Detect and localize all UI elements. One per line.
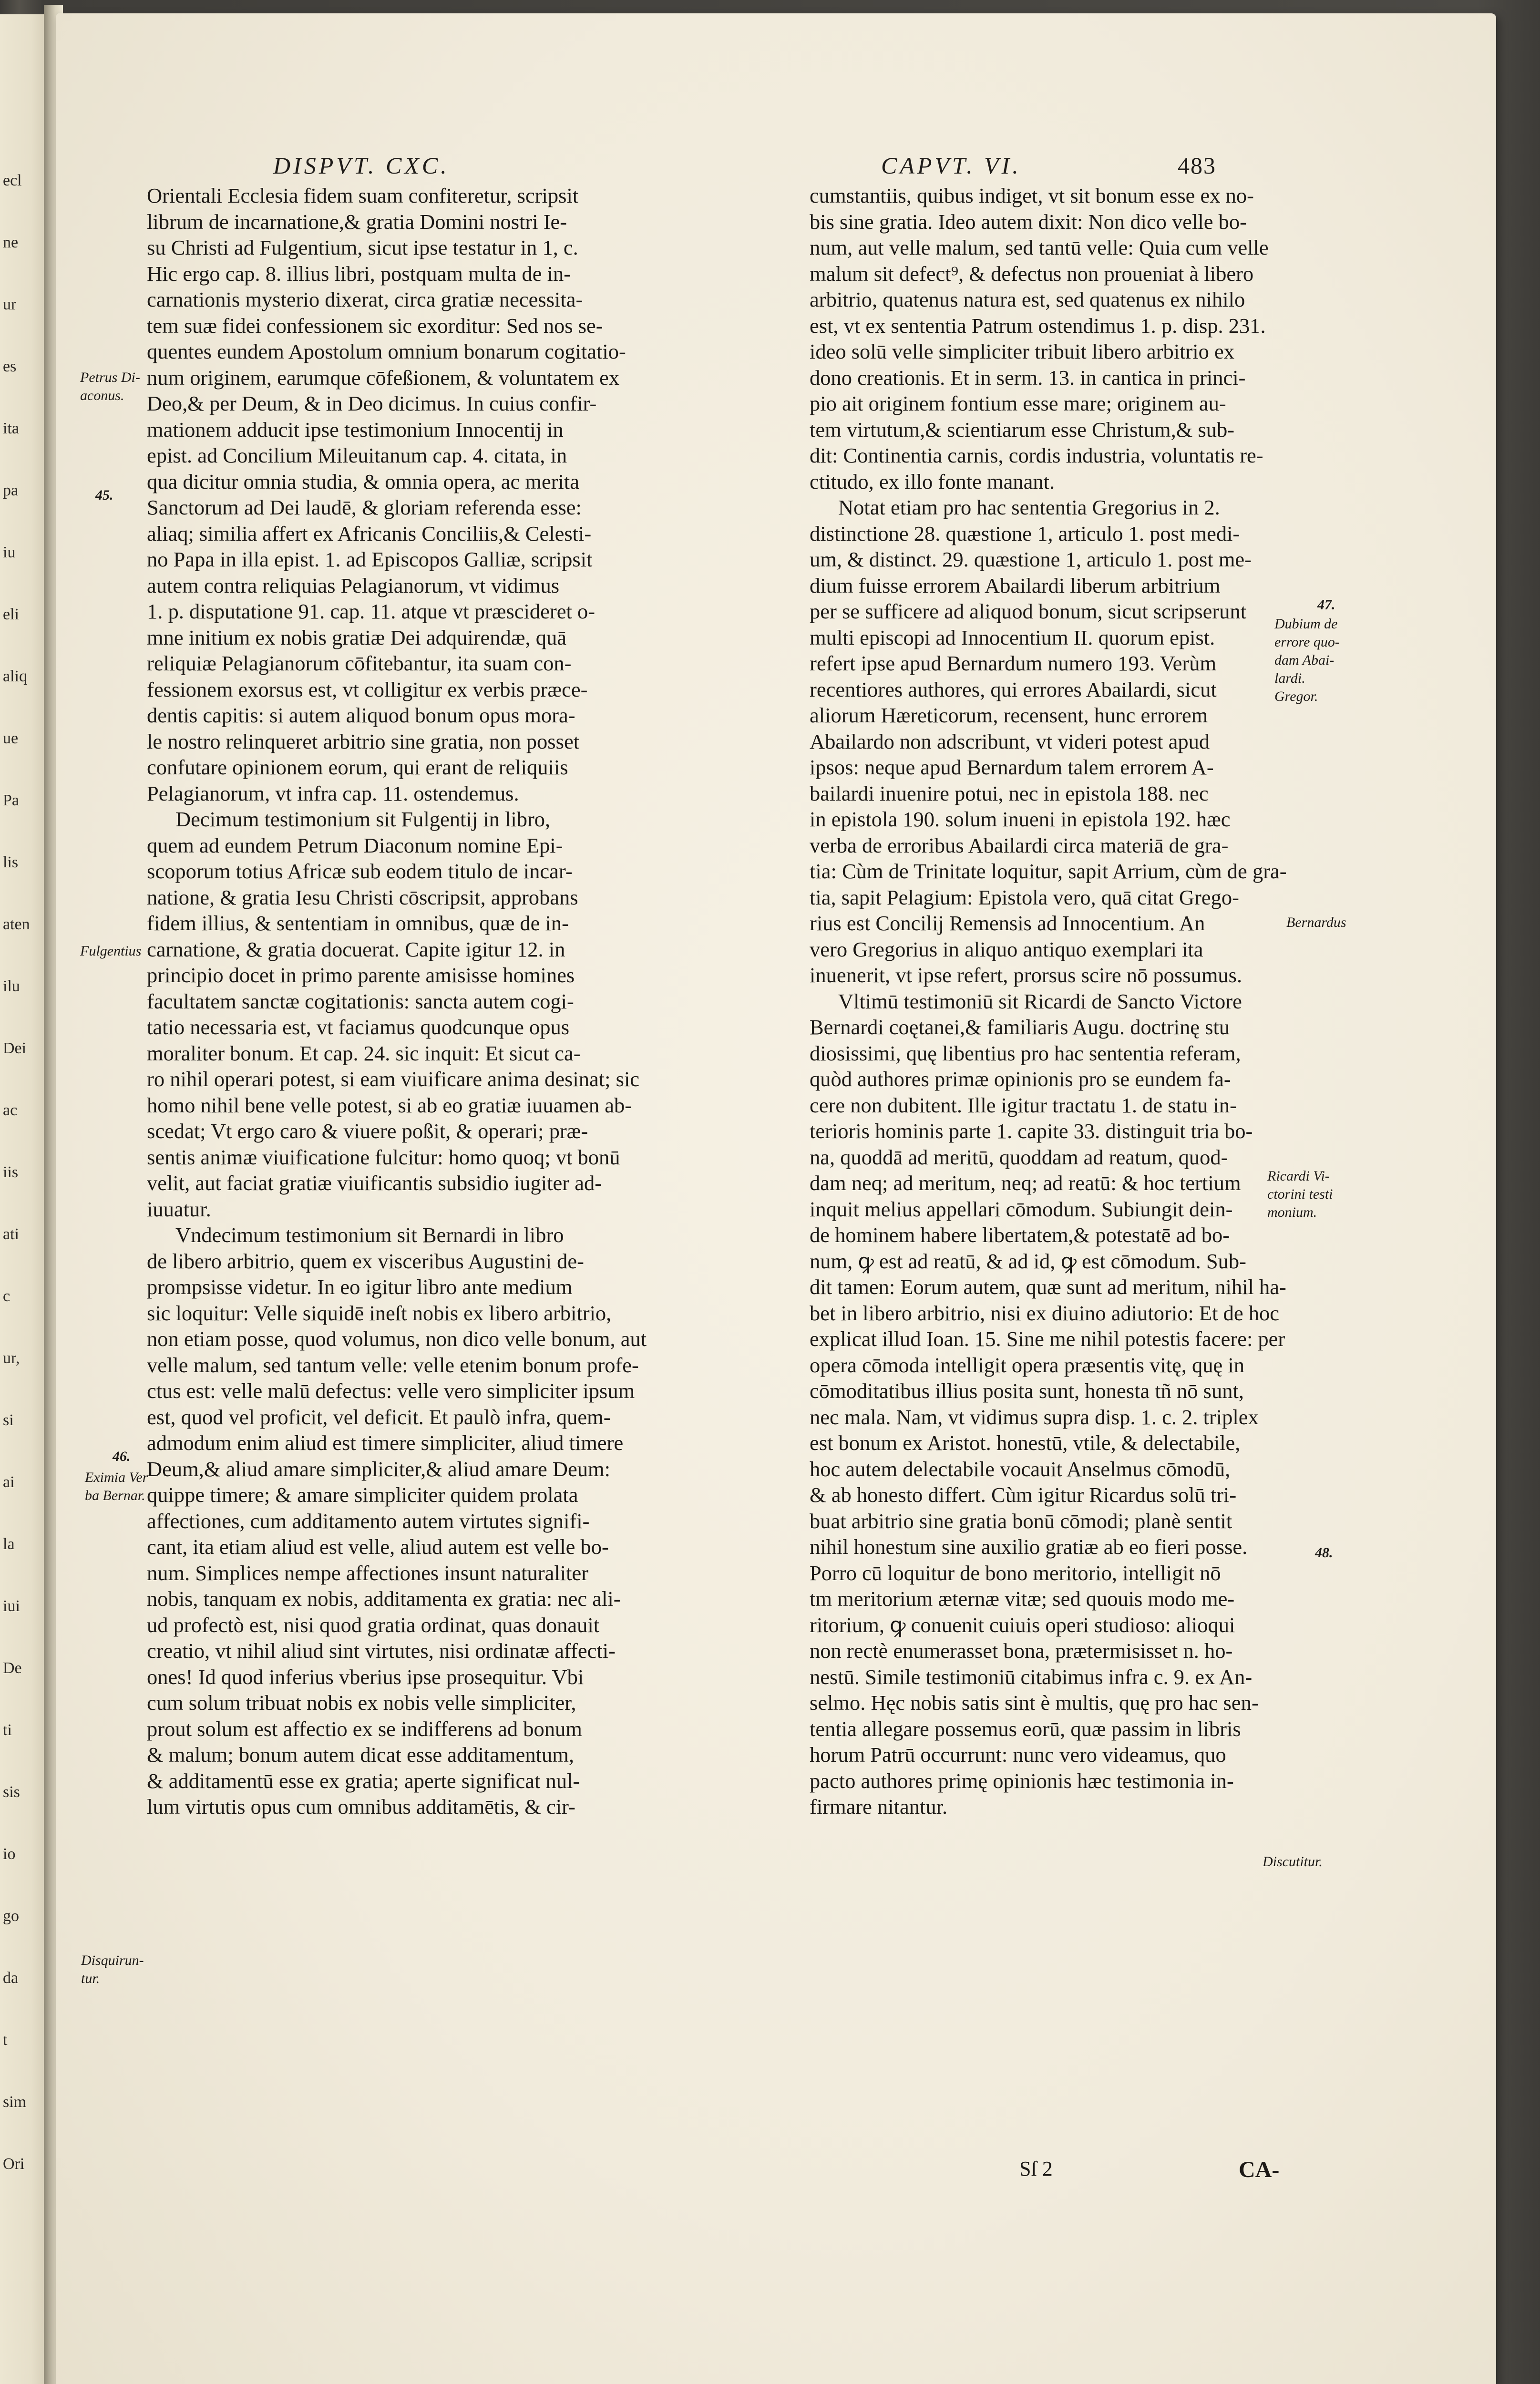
text-line: tm meritorium æternæ vitæ; sed quouis modo me- bbox=[810, 1587, 1235, 1611]
text-line: velle malum, sed tantum velle: velle etenim bonum profe- bbox=[147, 1353, 639, 1377]
margin-note-fulgentius: Fulgentius bbox=[80, 943, 142, 959]
previous-page-fragment: ur, bbox=[3, 1349, 20, 1367]
text-line: Porro cū loquitur de bono meritorio, intelligit nō bbox=[810, 1561, 1221, 1585]
text-line: est, vt ex sententia Patrum ostendimus 1. p. disp. 231. bbox=[810, 313, 1266, 338]
text-line: tatio necessaria est, vt faciamus quodcunque opus bbox=[147, 1015, 570, 1039]
text-line: terioris hominis parte 1. capite 33. distinguit tria bo- bbox=[810, 1119, 1253, 1143]
text-line: cumstantiis, quibus indiget, vt sit bonum esse ex no- bbox=[810, 184, 1254, 207]
previous-page-fragment: pa bbox=[3, 482, 19, 499]
text-line: & ab honesto differt. Cùm igitur Ricardus solū tri- bbox=[810, 1483, 1237, 1507]
previous-page-fragment: Pa bbox=[3, 791, 19, 809]
text-line: Bernardi coętanei,& familiaris Augu. doctrinę stu bbox=[810, 1015, 1230, 1039]
text-line: sic loquitur: Velle siquidē ineſt nobis ex libero arbitrio, bbox=[147, 1301, 612, 1325]
text-line: qua dicitur omnia studia, & omnia opera, ac merita bbox=[147, 469, 580, 493]
text-line: num. Simplices nempe affectiones insunt naturaliter bbox=[147, 1561, 589, 1585]
text-line: dit tamen: Eorum autem, quæ sunt ad meritum, nihil ha- bbox=[810, 1275, 1286, 1299]
text-line: Pelagianorum, vt infra cap. 11. ostendemus. bbox=[147, 781, 519, 805]
text-line: hoc autem delectabile vocauit Anselmus cōmodū, bbox=[810, 1457, 1231, 1481]
text-line: tentia allegare possemus eorū, quæ passim in libris bbox=[810, 1716, 1241, 1741]
running-head-left: DISPVT. CXC. bbox=[273, 152, 450, 179]
previous-page-fragment: eli bbox=[3, 606, 19, 623]
text-line: inuenerit, vt ipse refert, prorsus scire nō possumus. bbox=[810, 963, 1242, 987]
previous-page-fragment: Ori bbox=[3, 2155, 25, 2173]
text-line: Sanctorum ad Dei laudē, & gloriam referenda esse: bbox=[147, 495, 582, 519]
margin-note-line: monium. bbox=[1267, 1204, 1317, 1220]
text-line: tem suæ fidei confessionem sic exorditur: Sed nos se- bbox=[147, 313, 603, 338]
text-line: creatio, vt nihil aliud sint virtutes, nisi ordinatæ affecti- bbox=[147, 1639, 616, 1663]
text-line: Deum,& aliud amare simpliciter,& aliud amare Deum: bbox=[147, 1457, 610, 1481]
text-line: diosissimi, quę libentius pro hac sententia referam, bbox=[810, 1041, 1241, 1065]
margin-note-line: Petrus Di- bbox=[80, 370, 140, 385]
margin-note-line: tur. bbox=[81, 1971, 100, 1986]
text-line: aliorum Hæreticorum, recensent, hunc errorem bbox=[810, 703, 1208, 727]
text-line: recentiores authores, qui errores Abailardi, sicut bbox=[810, 677, 1217, 701]
text-line: ctus est: velle malū defectus: velle vero simpliciter ipsum bbox=[147, 1379, 635, 1403]
text-line: dentis capitis: si autem aliquod bonum opus mora- bbox=[147, 703, 575, 727]
previous-page-fragment: Dei bbox=[3, 1039, 27, 1057]
text-line: opera cōmoda intelligit opera præsentis vitę, quę in bbox=[810, 1353, 1245, 1377]
text-line: affectiones, cum additamento autem virtutes signifi- bbox=[147, 1509, 590, 1533]
margin-number-48: 48. bbox=[1315, 1545, 1333, 1561]
text-line: num, aut velle malum, sed tantū velle: Quia cum velle bbox=[810, 236, 1269, 259]
text-line: vero Gregorius in aliquo antiquo exemplari ita bbox=[810, 937, 1203, 961]
previous-page-fragment: si bbox=[3, 1411, 14, 1429]
book-page bbox=[56, 13, 1496, 2384]
text-line: Vltimū testimoniū sit Ricardi de Sancto Victore bbox=[838, 989, 1242, 1013]
text-line: Notat etiam pro hac sententia Gregorius in 2. bbox=[838, 495, 1220, 519]
margin-note-bernardus bbox=[85, 1469, 148, 1505]
margin-number-46: 46. bbox=[113, 1449, 131, 1464]
text-line: de libero arbitrio, quem ex visceribus Augustini de- bbox=[147, 1249, 584, 1273]
text-line: na, quoddā ad meritū, quoddam ad reatum, quod- bbox=[810, 1145, 1228, 1169]
text-line: 1. p. disputatione 91. cap. 11. atque vt præscideret o- bbox=[147, 599, 595, 623]
text-line: ritorium, ꝙ conuenit cuiuis operi studioso: alioqui bbox=[810, 1613, 1235, 1637]
previous-page-fragment: ue bbox=[3, 730, 19, 747]
text-line: & additamentū esse ex gratia; aperte significat nul- bbox=[147, 1768, 580, 1793]
text-line: malum sit defect⁹, & defectus non proueniat à libero bbox=[810, 261, 1254, 286]
text-line: non rectè enumerasset bona, prætermisisset n. ho- bbox=[810, 1639, 1233, 1663]
text-line: facultatem sanctæ cogitationis: sancta autem cogi- bbox=[147, 989, 574, 1013]
text-line: mationem adducit ipse testimonium Innocentij in bbox=[147, 417, 564, 442]
text-line: principio docet in primo parente amisisse homines bbox=[147, 963, 575, 987]
text-line: nihil honestum sine auxilio gratiæ ab eo fieri posse. bbox=[810, 1535, 1248, 1559]
text-line: no Papa in illa epist. 1. ad Episcopos Galliæ, scripsit bbox=[147, 547, 593, 571]
text-line: Orientali Ecclesia fidem suam confiteretur, scripsit bbox=[147, 184, 579, 207]
text-line: scedat; Vt ergo caro & viuere poßit, & operari; præ- bbox=[147, 1119, 588, 1143]
text-line: bailardi inuenire potui, nec in epistola 188. nec bbox=[810, 781, 1209, 805]
text-line: su Christi ad Fulgentium, sicut ipse testatur in 1, c. bbox=[147, 236, 578, 259]
text-line: Deo,& per Deum, & in Deo dicimus. In cuius confir- bbox=[147, 391, 597, 415]
text-line: ctitudo, ex illo fonte manant. bbox=[810, 469, 1055, 493]
text-line: le nostro relinqueret arbitrio sine gratia, non posset bbox=[147, 729, 580, 753]
margin-note-line: Disquirun- bbox=[81, 1952, 144, 1968]
previous-page-fragment: aliq bbox=[3, 668, 27, 685]
text-line: distinctione 28. quæstione 1, articulo 1. post medi- bbox=[810, 521, 1240, 545]
text-line: buat arbitrio sine gratia bonū cōmodi; planè sentit bbox=[810, 1509, 1232, 1533]
previous-page-fragment: De bbox=[3, 1659, 22, 1677]
text-line: non etiam posse, quod volumus, non dico velle bonum, aut bbox=[147, 1327, 647, 1351]
text-line: pio ait originem fontium esse mare; originem au- bbox=[810, 391, 1226, 415]
previous-page-fragment: ur bbox=[3, 296, 17, 313]
previous-page-fragment: lis bbox=[3, 853, 19, 871]
text-line: dono creationis. Et in serm. 13. in cantica in princi- bbox=[810, 365, 1246, 390]
text-line: ideo solū velle simpliciter tribuit libero arbitrio ex bbox=[810, 339, 1235, 363]
text-line: cōmoditatibus illius posita sunt, honesta tñ nō sunt, bbox=[810, 1379, 1244, 1403]
text-line: bis sine gratia. Ideo autem dixit: Non dico velle bo- bbox=[810, 209, 1247, 234]
text-line: fidem illius, & sententiam in omnibus, quæ de in- bbox=[147, 911, 569, 935]
text-line: quòd authores primæ opinionis pro se eundem fa- bbox=[810, 1067, 1231, 1091]
text-line: um, & distinct. 29. quæstione 1, articulo 1. post me- bbox=[810, 547, 1252, 571]
text-line: quippe timere; & amare simpliciter quidem prolata bbox=[147, 1483, 578, 1507]
text-line: multi episcopi ad Innocentium II. quorum epist. bbox=[810, 625, 1215, 649]
margin-note-bernardus-right: Bernardus bbox=[1286, 915, 1346, 930]
text-line: rius est Concilij Remensis ad Innocentium. An bbox=[810, 911, 1205, 935]
text-line: verba de erroribus Abailardi circa materiā de gra- bbox=[810, 833, 1229, 857]
text-line: ud profectò est, nisi quod gratia ordinat, quas donauit bbox=[147, 1613, 600, 1637]
page-number: 483 bbox=[1178, 152, 1216, 179]
text-line: nec mala. Nam, vt vidimus supra disp. 1. c. 2. triplex bbox=[810, 1405, 1259, 1429]
signature-mark: Sſ 2 bbox=[1019, 2157, 1053, 2180]
text-line: carnationis mysterio dixerat, circa gratiæ necessita- bbox=[147, 288, 583, 311]
margin-note-line: Ricardi Vi- bbox=[1267, 1168, 1330, 1184]
text-line: admodum enim aliud est timere simpliciter, aliud timere bbox=[147, 1431, 624, 1455]
previous-page-fragment: ati bbox=[3, 1225, 19, 1243]
previous-page-fragment: ilu bbox=[3, 977, 20, 995]
text-line: in epistola 190. solum inueni in epistola 192. hæc bbox=[810, 807, 1231, 831]
text-line: velit, aut faciat gratiæ viuificantis subsidio iugiter ad- bbox=[147, 1171, 602, 1195]
text-line: prompsisse videtur. In eo igitur libro ante medium bbox=[147, 1275, 573, 1299]
text-line: natione, & gratia Iesu Christi cōscripsit, approbans bbox=[147, 885, 578, 909]
previous-page-fragment: sis bbox=[3, 1783, 20, 1801]
previous-page-fragment: ita bbox=[3, 420, 19, 437]
text-line: autem contra reliquias Pelagianorum, vt vidimus bbox=[147, 573, 560, 597]
margin-note-line: ba Bernar. bbox=[85, 1488, 145, 1503]
margin-note-line: aconus. bbox=[80, 388, 124, 403]
previous-page-fragment: io bbox=[3, 1845, 16, 1863]
margin-note-ricardi-victorini bbox=[1267, 1167, 1333, 1222]
previous-page-fragment: es bbox=[3, 358, 17, 375]
text-line: dam neq; ad meritum, neq; ad reatū: & hoc tertium bbox=[810, 1171, 1241, 1195]
text-line: Hic ergo cap. 8. illius libri, postquam multa de in- bbox=[147, 261, 571, 286]
running-head-right: CAPVT. VI. bbox=[881, 152, 1021, 179]
margin-note-line: errore quo- bbox=[1274, 634, 1340, 650]
text-line: quem ad eundem Petrum Diaconum nomine Epi- bbox=[147, 833, 563, 857]
text-line: iuuatur. bbox=[147, 1197, 211, 1221]
previous-page-fragment: iis bbox=[3, 1163, 19, 1181]
text-line: Abailardo non adscribunt, vt videri potest apud bbox=[810, 729, 1210, 753]
previous-page-fragment: ti bbox=[3, 1721, 12, 1739]
previous-page-fragment: c bbox=[3, 1287, 10, 1305]
text-line: refert ipse apud Bernardum numero 193. Verùm bbox=[810, 651, 1217, 675]
previous-page-fragment: ecl bbox=[3, 172, 22, 189]
text-line: est, quod vel proficit, vel deficit. Et paulò infra, quem- bbox=[147, 1405, 611, 1429]
margin-note-line: dam Abai- bbox=[1274, 652, 1335, 668]
previous-page-fragment: ac bbox=[3, 1101, 18, 1119]
text-line: inquit melius appellari cōmodum. Subiungit dein- bbox=[810, 1197, 1233, 1221]
text-line: quentes eundem Apostolum omnium bonarum cogitatio- bbox=[147, 339, 626, 363]
margin-note-petrus-diaconus bbox=[80, 369, 140, 405]
text-line: selmo. Hęc nobis satis sint è multis, quę pro hac sen- bbox=[810, 1691, 1259, 1715]
text-line: Decimum testimonium sit Fulgentij in libro, bbox=[175, 807, 551, 831]
text-line: confutare opinionem eorum, qui erant de reliquiis bbox=[147, 755, 568, 779]
left-text-column bbox=[147, 183, 781, 1820]
previous-page-fragment: ne bbox=[3, 234, 19, 251]
text-line: bet in libero arbitrio, nisi ex diuino adiutorio: Et de hoc bbox=[810, 1301, 1279, 1325]
text-line: horum Patrū occurrunt: nunc vero videamus, quo bbox=[810, 1743, 1226, 1767]
text-line: nestū. Simile testimoniū citabimus infra c. 9. ex An- bbox=[810, 1665, 1253, 1689]
previous-page-fragment: go bbox=[3, 1907, 19, 1925]
margin-note-disquiruntur bbox=[81, 1952, 144, 1988]
previous-page-fragment: aten bbox=[3, 915, 30, 933]
right-text-column bbox=[810, 183, 1444, 1820]
text-line: nobis, tanquam ex nobis, additamenta ex gratia: nec ali- bbox=[147, 1587, 621, 1611]
margin-note-line: Eximia Ver bbox=[85, 1469, 148, 1485]
previous-page-fragment: iui bbox=[3, 1597, 20, 1615]
text-line: epist. ad Concilium Mileuitanum cap. 4. citata, in bbox=[147, 443, 567, 467]
text-line: pacto authores primę opinionis hæc testimonia in- bbox=[810, 1768, 1234, 1793]
margin-note-dubium-abailardi bbox=[1274, 615, 1340, 706]
text-line: Vndecimum testimonium sit Bernardi in libro bbox=[175, 1223, 564, 1247]
margin-note-line: Dubium de bbox=[1274, 616, 1338, 632]
text-line: reliquiæ Pelagianorum cōfitebantur, ita suam con- bbox=[147, 651, 572, 675]
text-line: arbitrio, quatenus natura est, sed quatenus ex nihilo bbox=[810, 288, 1245, 311]
text-line: mne initium ex nobis gratiæ Dei adquirendæ, quā bbox=[147, 625, 566, 649]
text-line: ro nihil operari potest, si eam viuificare anima desinat; sic bbox=[147, 1067, 640, 1091]
text-line: scoporum totius Africæ sub eodem titulo de incar- bbox=[147, 859, 573, 883]
margin-note-line: ctorini testi bbox=[1267, 1186, 1333, 1202]
text-line: cere non dubitent. Ille igitur tractatu 1. de statu in- bbox=[810, 1093, 1237, 1117]
text-line: firmare nitantur. bbox=[810, 1795, 948, 1819]
text-line: dium fuisse errorem Abailardi liberum arbitrium bbox=[810, 573, 1221, 597]
margin-number-45: 45. bbox=[95, 487, 113, 503]
text-line: tem virtutum,& scientiarum esse Christum,& sub- bbox=[810, 417, 1235, 442]
text-line: fessionem exorsus est, vt colligitur ex verbis præce- bbox=[147, 677, 588, 701]
previous-page-fragment: da bbox=[3, 1969, 19, 1987]
text-line: ipsos: neque apud Bernardum talem errorem A- bbox=[810, 755, 1214, 779]
text-line: sentis animæ viuificatione fulcitur: homo quoq; vt bonū bbox=[147, 1145, 620, 1169]
text-line: explicat illud Ioan. 15. Sine me nihil potestis facere: per bbox=[810, 1327, 1285, 1351]
text-line: lum virtutis opus cum omnibus additamētis, & cir- bbox=[147, 1795, 575, 1819]
text-line: cant, ita etiam aliud est velle, aliud autem est velle bo- bbox=[147, 1535, 609, 1559]
text-line: & malum; bonum autem dicat esse additamentum, bbox=[147, 1743, 574, 1767]
text-line: moraliter bonum. Et cap. 24. sic inquit: Et sicut ca- bbox=[147, 1041, 581, 1065]
text-line: cum solum tribuat nobis ex nobis velle simpliciter, bbox=[147, 1691, 576, 1715]
text-line: carnatione, & gratia docuerat. Capite igitur 12. in bbox=[147, 937, 565, 961]
previous-page-fragment: iu bbox=[3, 544, 16, 561]
previous-page-fragment: sim bbox=[3, 2093, 27, 2111]
text-line: dit: Continentia carnis, cordis industria, voluntatis re- bbox=[810, 443, 1263, 467]
text-line: aliaq; similia affert ex Africanis Conciliis,& Celesti- bbox=[147, 521, 592, 545]
text-line: prout solum est affectio ex se indifferens ad bonum bbox=[147, 1716, 582, 1741]
margin-note-line: lardi. bbox=[1274, 670, 1305, 686]
text-line: per se sufficere ad aliquod bonum, sicut scripserunt bbox=[810, 599, 1247, 623]
margin-number-47: 47. bbox=[1317, 597, 1335, 613]
text-line: tia: Cùm de Trinitate loquitur, sapit Arrium, cùm de gra- bbox=[810, 859, 1287, 883]
margin-note-discutitur: Discutitur. bbox=[1263, 1854, 1323, 1870]
margin-note-line: Gregor. bbox=[1274, 688, 1318, 704]
text-line: tia, sapit Pelagium: Epistola vero, quā citat Grego- bbox=[810, 885, 1239, 909]
text-line: de hominem habere libertatem,& potestatē ad bo- bbox=[810, 1223, 1230, 1247]
previous-page-fragment: ai bbox=[3, 1473, 15, 1491]
text-line: num, ꝙ est ad reatū, & ad id, ꝙ est cōmodum. Sub- bbox=[810, 1249, 1246, 1273]
text-line: homo nihil bene velle potest, si ab eo gratiæ iuuamen ab- bbox=[147, 1093, 632, 1117]
text-line: est bonum ex Aristot. honestū, vtile, & delectabile, bbox=[810, 1431, 1241, 1455]
previous-page-fragment: la bbox=[3, 1535, 15, 1553]
text-line: ones! Id quod inferius vberius ipse prosequitur. Vbi bbox=[147, 1665, 584, 1689]
catchword: CA- bbox=[1239, 2157, 1280, 2182]
previous-page-fragment: t bbox=[3, 2031, 8, 2049]
text-line: librum de incarnatione,& gratia Domini nostri Ie- bbox=[147, 209, 567, 234]
text-line: num originem, earumque cōfeßionem, & voluntatem ex bbox=[147, 365, 620, 390]
